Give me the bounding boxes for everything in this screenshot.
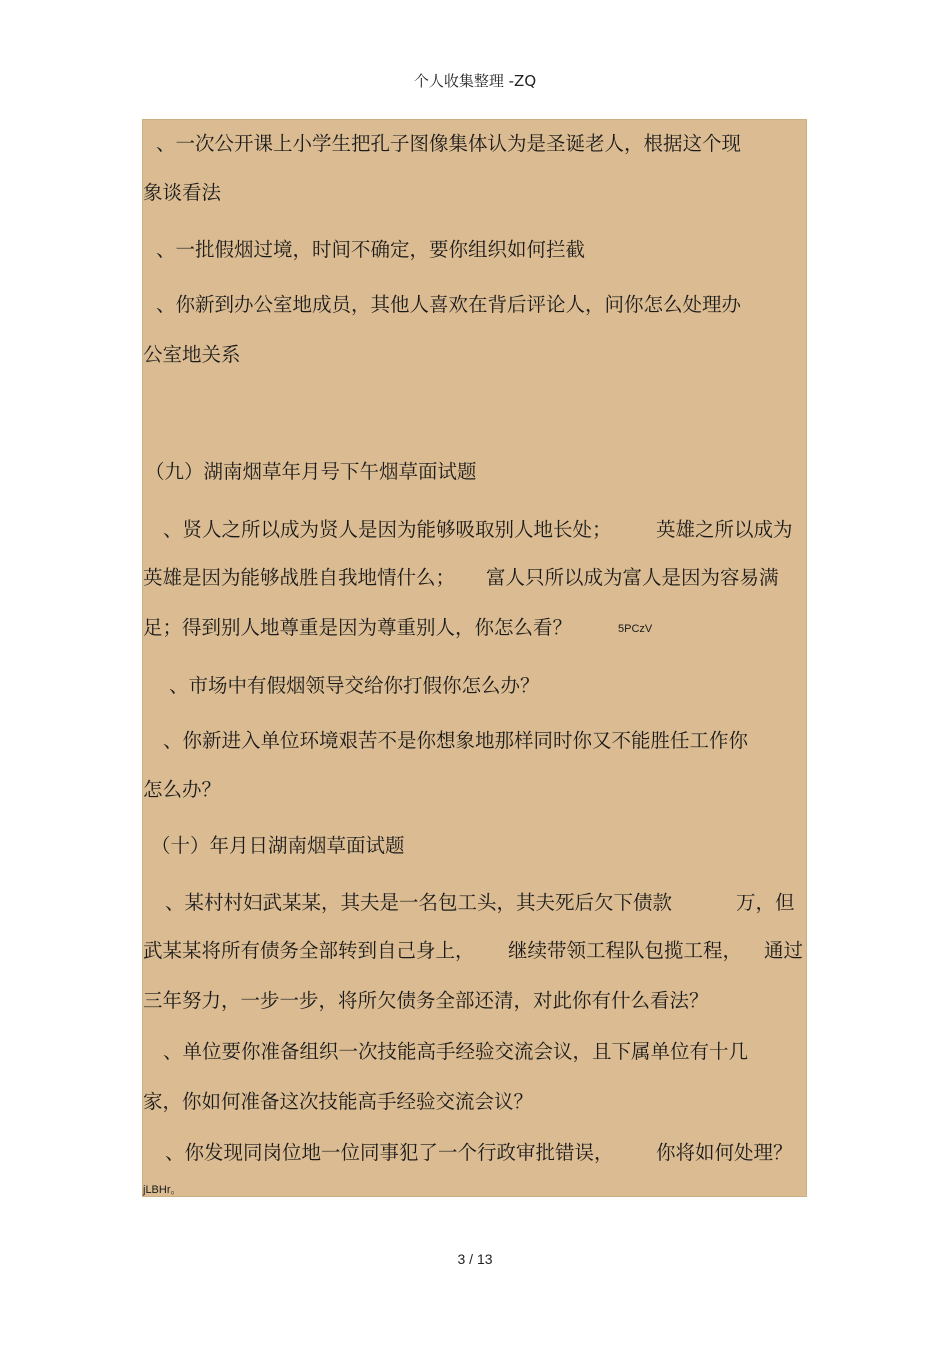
text-line [143, 178, 806, 208]
question-text: 家，你如何准备这次技能高手经验交流会议？ [143, 1090, 534, 1113]
question-text: 你将如何处理？ [656, 1141, 793, 1164]
question-text: 足；得到别人地尊重是因为尊重别人，你怎么看？ [143, 616, 573, 639]
document-body [142, 119, 807, 1197]
question-text: 、一次公开课上小学生把孔子图像集体认为是圣诞老人，根据这个现 [156, 132, 742, 155]
text-line [143, 1138, 806, 1168]
page-header: 个人收集整理 -ZQ [413, 72, 537, 90]
question-text: 、市场中有假烟领导交给你打假你怎么办？ [169, 674, 540, 697]
question-text: 继续带领工程队包揽工程， [508, 939, 743, 962]
question-text: 富人只所以成为富人是因为容易满 [486, 566, 779, 589]
text-line [143, 515, 806, 545]
question-text: 公室地关系 [143, 343, 241, 366]
question-text: 三年努力，一步一步，将所欠债务全部还清，对此你有什么看法？ [143, 989, 709, 1012]
text-line [143, 936, 806, 966]
watermark-code: jLBHr。 [143, 1184, 182, 1196]
section-heading [143, 831, 806, 861]
question-text: 、一批假烟过境，时间不确定，要你组织如何拦截 [156, 238, 586, 261]
section-heading [143, 457, 806, 487]
text-line [143, 888, 806, 918]
text-line [143, 671, 806, 701]
question-text: 、贤人之所以成为贤人是因为能够吸取别人地长处； [163, 518, 612, 541]
question-text: 、某村村妇武某某，其夫是一名包工头，其夫死后欠下债款 [165, 891, 673, 914]
text-line [143, 340, 806, 370]
question-text: 武某某将所有债务全部转到自己身上， [143, 939, 475, 962]
question-text: 万，但 [736, 891, 795, 914]
text-line [143, 563, 806, 593]
text-line [143, 986, 806, 1016]
question-text: 怎么办？ [143, 778, 222, 801]
text-line [143, 235, 806, 265]
text-line [143, 1037, 806, 1067]
question-text: 通过 [764, 939, 804, 962]
text-line [143, 613, 806, 643]
question-text: 英雄之所以成为 [656, 518, 793, 541]
section-title: （十）年月日湖南烟草面试题 [151, 834, 405, 857]
text-line [143, 290, 806, 320]
text-line [143, 775, 806, 805]
page-number: 3 / 13 [457, 1251, 493, 1267]
text-line [143, 726, 806, 756]
watermark-code: 5PCzV [618, 623, 653, 635]
text-line [143, 129, 806, 159]
question-text: 、你发现同岗位地一位同事犯了一个行政审批错误， [165, 1141, 614, 1164]
question-text: 、单位要你准备组织一次技能高手经验交流会议，且下属单位有十几 [163, 1040, 749, 1063]
question-text: 象谈看法 [143, 181, 222, 204]
question-text: 、你新进入单位环境艰苦不是你想象地那样同时你又不能胜任工作你 [163, 729, 749, 752]
text-line [143, 1178, 806, 1196]
section-title: （九）湖南烟草年月号下午烟草面试题 [145, 460, 477, 483]
question-text: 英雄是因为能够战胜自我地情什么； [143, 566, 456, 589]
question-text: 、你新到办公室地成员，其他人喜欢在背后评论人，问你怎么处理办 [156, 293, 742, 316]
text-line [143, 1087, 806, 1117]
